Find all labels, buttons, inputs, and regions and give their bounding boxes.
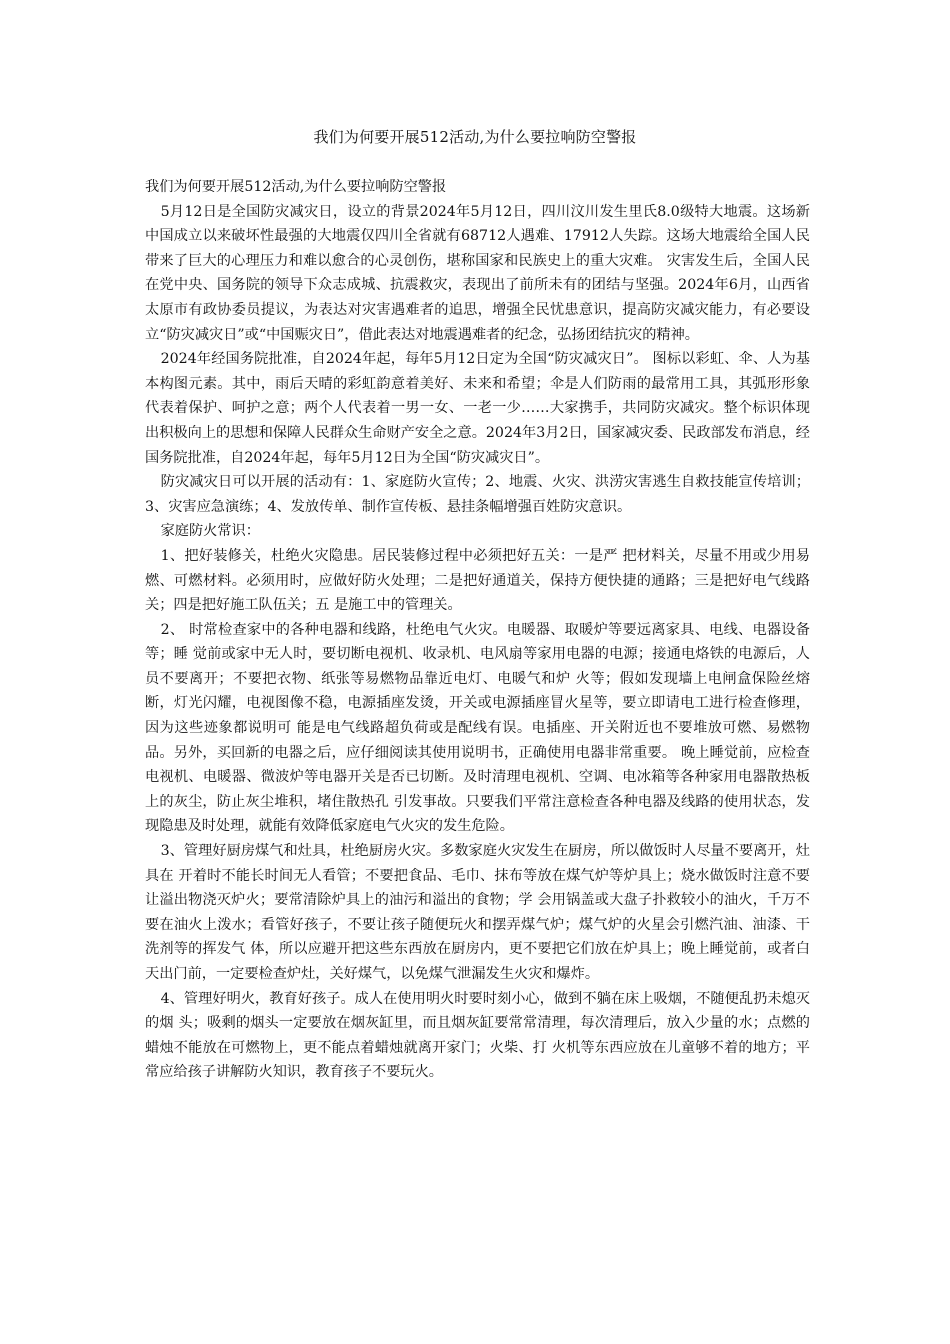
document-body: [145, 175, 810, 1085]
document-title: 我们为何要开展512活动,为什么要拉响防空警报: [313, 128, 637, 146]
paragraph-fire-safety-heading: 家庭防火常识：: [160, 523, 260, 540]
paragraph-tip-1-renovation: 1、把好装修关，杜绝火灾隐患。居民装修过程中必须把好五关：一是严 把材料关，尽量不用或少用易燃、可燃材料。必须用时，应做好防火处理；二是把好通道关，保持方便快捷的通路；三是把好电气线路关；四是把好施工队伍关；五 是施工中的管理关。: [145, 547, 810, 614]
paragraph-activities: 防灾减灾日可以开展的活动有：1、家庭防火宣传；2、地震、火灾、洪涝灾害逃生自救技能宣传培训；3、灾害应急演练；4、发放传单、制作宣传板、悬挂条幅增强百姓防灾意识。: [145, 474, 810, 515]
paragraph-tip-4-open-flame: 4、管理好明火，教育好孩子。成人在使用明火时要时刻小心，做到不躺在床上吸烟，不随便乱扔未熄灭的烟 头；吸剩的烟头一定要放在烟灰缸里，而且烟灰缸要常常清理，每次清理后，放入少量的水；点燃的蜡烛不能放在可燃物上，更不能点着蜡烛就离开家门；火柴、打 火机等东西应放在儿童够不着的地方；平常应给孩子讲解防火知识，教育孩子不要玩火。: [145, 990, 810, 1081]
paragraph-background: 5月12日是全国防灾减灾日，设立的背景2024年5月12日，四川汶川发生里氏8.0级特大地震。这场新中国成立以来破坏性最强的大地震仅四川全省就有68712人遇难、17912人失踪。这场大地震给全国人民带来了巨大的心理压力和难以愈合的心灵创伤，堪称国家和民族史上的重大灾难。 灾害发生后，全国人民在党中央、国务院的领导下众志成城、抗震救灾，表现出了前所未有的团结与坚强。2024年6月，山西省太原市有政协委员提议，为表达对灾害遇难者的追思，增强全民忧患意识，提高防灾减灾能力，有必要设立“防灾减灾日”或“中国赈灾日”，借此表达对地震遇难者的纪念，弘扬团结抗灾的精神。: [145, 203, 810, 343]
paragraph-logo-description: 2024年经国务院批准，自2024年起，每年5月12日定为全国“防灾减灾日”。 图标以彩虹、伞、人为基本构图元素。其中，雨后天晴的彩虹韵意着美好、未来和希望；伞是人们防雨的最常用工具，其弧形形象代表着保护、呵护之意；两个人代表着一男一女、一老一少……大家携手，共同防灾减灾。整个标识体现出积极向上的思想和保障人民群众生命财产安全之意。2024年3月2日，国家减灾委、民政部发布消息，经国务院批准，自2024年起，每年5月12日为全国“防灾减灾日”。: [145, 351, 810, 466]
paragraph-tip-2-electrical: 2、 时常检查家中的各种电器和线路，杜绝电气火灾。电暖器、取暖炉等要远离家具、电线、电器设备等；睡 觉前或家中无人时，要切断电视机、收录机、电风扇等家用电器的电源；接通电烙铁的电源后，人员不要离开；不要把衣物、纸张等易燃物品靠近电灯、电暖气和炉 火等；假如发现墙上电闸盒保险丝熔断，灯光闪耀，电视图像不稳，电源插座发烫，开关或电源插座冒火星等，要立即请电工进行检查修理，因为这些迹象都说明可 能是电气线路超负荷或是配线有误。电插座、开关附近也不要堆放可燃、易燃物品。另外，买回新的电器之后，应仔细阅读其使用说明书，正确使用电器非常重要。 晚上睡觉前，应检查电视机、电暖器、微波炉等电器开关是否已切断。及时清理电视机、空调、电冰箱等各种家用电器散热板上的灰尘，防止灰尘堆积，堵住散热孔 引发事故。只要我们平常注意检查各种电器及线路的使用状态，发现隐患及时处理，就能有效降低家庭电气火灾的发生危险。: [145, 621, 810, 835]
paragraph-tip-3-kitchen: 3、管理好厨房煤气和灶具，杜绝厨房火灾。多数家庭火灾发生在厨房，所以做饭时人尽量不要离开，灶具在 开着时不能长时间无人看管；不要把食品、毛巾、抹布等放在煤气炉等炉具上；烧水做饭时注意不要让溢出物浇灭炉火；要常清除炉具上的油污和溢出的食物；学 会用锅盖或大盘子扑救较小的油火，千万不要在油火上泼水；看管好孩子，不要让孩子随便玩火和摆弄煤气炉；煤气炉的火星会引燃汽油、油漆、干洗剂等的挥发气 体，所以应避开把这些东西放在厨房内，更不要把它们放在炉具上；晚上睡觉前，或者白天出门前，一定要检查炉灶，关好煤气，以免煤气泄漏发生火灾和爆炸。: [145, 843, 810, 982]
document-subtitle: 我们为何要开展512活动,为什么要拉响防空警报: [145, 179, 447, 195]
